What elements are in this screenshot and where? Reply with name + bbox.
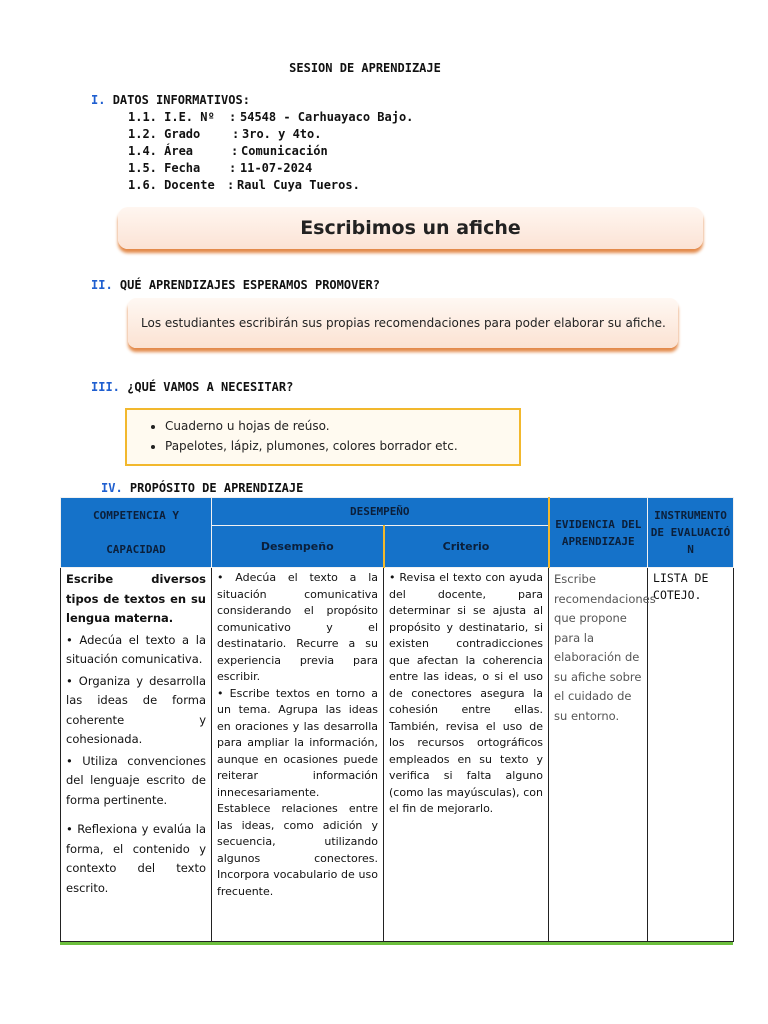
desempeno-cell — [212, 568, 384, 942]
info-value: 54548 - Carhuayaco Bajo. — [240, 110, 414, 124]
desempeno-item: • Adecúa el texto a la situación comunicativa considerando el propósito comunicativo y el destinatario. Recurre a su experiencia previa para escribir. — [217, 571, 378, 683]
info-key: 1.5. Fecha — [128, 161, 201, 175]
learning-purpose-table — [60, 497, 734, 942]
info-value: 3ro. y 4to. — [242, 127, 322, 141]
header-competencia — [61, 498, 212, 568]
section-2-heading — [91, 278, 380, 292]
section-2-number: II. — [91, 278, 113, 292]
evidencia-text: Escribe recomendaciones que propone para la elaboración de su afiche sobre el cuidado de su entorno. — [554, 572, 656, 723]
section-3-heading — [91, 380, 293, 394]
section-2-label: QUÉ APRENDIZAJES ESPERAMOS PROMOVER? — [119, 278, 381, 292]
info-value: Raul Cuya Tueros. — [237, 178, 360, 192]
section-3-number: III. — [91, 380, 120, 394]
materials-box — [125, 408, 521, 466]
section-3-label: ¿QUÉ VAMOS A NECESITAR? — [127, 380, 294, 394]
info-value: Comunicación — [241, 144, 328, 158]
materials-list — [127, 410, 519, 456]
header-criterio: Criterio — [384, 526, 549, 568]
section-4-number: IV. — [101, 481, 123, 495]
table-bottom-bar — [60, 942, 733, 945]
capacidad-item: • Organiza y desarrolla las ideas de forma coherente y cohesionada. — [66, 673, 206, 746]
header-competencia-line1: COMPETENCIA Y — [92, 508, 180, 522]
criterio-cell — [384, 568, 549, 942]
desempeno-item: Establece relaciones entre las ideas, como adición y secuencia, utilizando algunos conectores. Incorpora vocabulario de uso frecuente. — [217, 802, 378, 898]
instrumento-cell — [648, 568, 734, 942]
section-1-heading — [91, 93, 250, 107]
document-title: SESION DE APRENDIZAJE — [289, 61, 441, 75]
info-sep: : — [231, 144, 239, 158]
instrumento-text: LISTA DE COTEJO. — [653, 571, 709, 602]
competencia-cell — [61, 568, 212, 942]
materials-item: • Papelotes, lápiz, plumones, colores borrador etc. — [165, 436, 519, 456]
section-1-number: I. — [91, 93, 106, 107]
section-1-label: DATOS INFORMATIVOS: — [112, 93, 250, 107]
evidencia-cell — [549, 568, 656, 942]
session-title-banner: Escribimos un afiche — [118, 207, 703, 249]
capacidad-item: • Adecúa el texto a la situación comunicativa. — [66, 632, 206, 666]
competencia-title: Escribe diversos tipos de textos en su lengua materna. — [66, 572, 206, 625]
info-key: 1.4. Área — [128, 144, 194, 158]
section-4-heading — [101, 481, 303, 495]
info-value: 11-07-2024 — [240, 161, 313, 175]
info-sep: : — [227, 178, 235, 192]
capacidad-item: • Utiliza convenciones del lenguaje escrito de forma pertinente. — [66, 753, 206, 807]
learning-purpose-box: Los estudiantes escribirán sus propias recomendaciones para poder elaborar su afiche. — [128, 298, 678, 348]
desempeno-item: • Escribe textos en torno a un tema. Agrupa las ideas en oraciones y las desarrolla para ampliar la información, aunque en ocasiones puede reiterar información innecesariamente. — [217, 686, 378, 799]
header-evidencia: EVIDENCIA DEL APRENDIZAJE — [549, 498, 648, 568]
info-key: 1.2. Grado — [128, 127, 201, 141]
info-sep: : — [232, 127, 240, 141]
header-desempeno-group: DESEMPEÑO — [212, 498, 549, 526]
section-4-label: PROPÓSITO DE APRENDIZAJE — [129, 481, 304, 495]
info-sep: : — [229, 110, 237, 124]
info-sep: : — [229, 161, 237, 175]
header-desempeno: Desempeño — [212, 526, 384, 568]
capacidad-item: • Reflexiona y evalúa la forma, el contenido y contexto del texto escrito. — [66, 822, 206, 895]
info-key: 1.1. I.E. Nº — [128, 110, 215, 124]
criterio-text: • Revisa el texto con ayuda del docente, para determinar si se ajusta al propósito y destinatario, si existen contradicciones que afectan la coherencia entre las ideas, o si el uso de conectores asegura la cohesión entre ellas. También, revisa el uso de los recursos ortográficos empleados en su texto y verifica si falta alguno (como las mayúsculas), con el fin de mejorarlo. — [389, 571, 544, 815]
header-capacidad-line2: CAPACIDAD — [106, 542, 166, 556]
materials-item: • Cuaderno u hojas de reúso. — [165, 416, 519, 436]
info-key: 1.6. Docente — [128, 178, 215, 192]
header-instrumento: INSTRUMENTO DE EVALUACIÓN — [648, 498, 734, 568]
